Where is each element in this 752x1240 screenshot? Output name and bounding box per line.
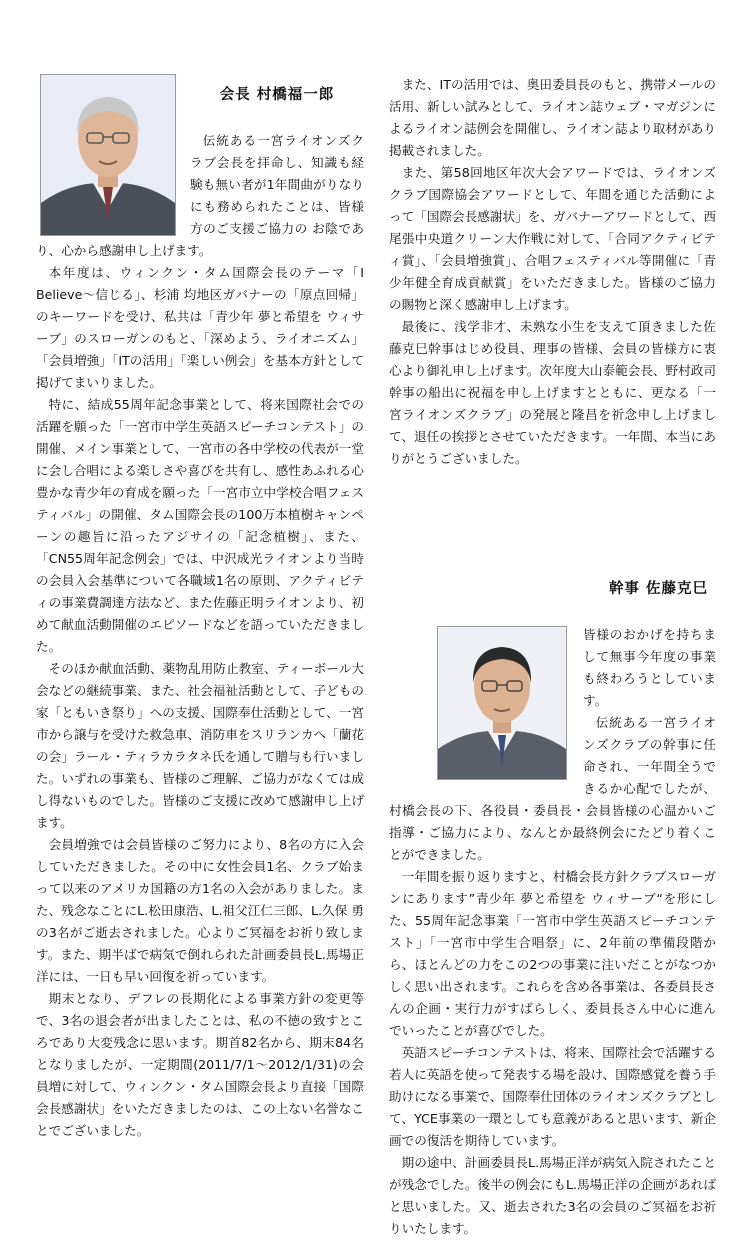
president-portrait-photo (40, 74, 176, 236)
paragraph: そのほか献血活動、薬物乱用防止教室、ティーボール大会などの継続事業、また、社会福祉活動として、子どもの家「ともいき祭り」への支援、国際奉仕活動として、一宮市から譲与を受けた救急車、消防車をスリランカへ「蘭花の会」ラール・ティラカラタネ氏を通して贈与も行いました。いずれの事業も、皆様のご理解、ご協力がなくては成し得ないものでした。皆様のご支援に改めて感謝申し上げます。 (36, 661, 364, 830)
paragraph: 特に、結成55周年記念事業として、将来国際社会での活躍を願った「一宮市中学生英語スピーチコンテスト」の開催、メイン事業として、一宮市の各中学校の代表が一堂に会し合唱による楽しさや喜びを共有し、感性あふれる心豊かな青少年の育成を願った「一宮市立中学校合唱フェスティバル」の開催、タム国際会長の100万本植樹キャンペーンの趣旨に沿ったアジサイの「記念植樹」、また、「CN55周年記念例会」では、中沢成光ライオンより当時の会員入会基準について各職域1名の原則、アクティビティの事業費調達方法など、また佐藤正明ライオンより、初めて献血活動開催のエピソードなどを語っていただきました。 (36, 397, 364, 654)
paragraph: 期末となり、デフレの長期化による事業方針の変更等で、3名の退会者が出ましたことは、私の不徳の致すところであり大変残念に思います。期首82名から、期末84名となりましたが、一定期間(2011/7/1～2012/1/31)の会員増に対して、ウィンクン・タム国際会長より直接「国際会長感謝状」をいただきましたのは、この上ない名誉なことでございました。 (36, 991, 364, 1138)
paragraph: また、第58回地区年次大会アワードでは、ライオンズクラブ国際協会アワードとして、年間を通じた活動によって「国際会長感謝状」を、ガバナーアワードとして、西尾張中央道クリーン大作戦に対して、「合同アクティビティ賞」、「会員増強賞」、合唱フェスティバル等開催に「青少年健全育成貢献賞」をいただきました。皆様のご協力の賜物と深く感謝申し上げます。 (389, 165, 716, 312)
paragraph: 伝統ある一宮ライオンズクラブ会長を拝命し、知識も経験も無い者が1年間曲がりなりにも務められたことは、皆様方のご支援ご協力の お陰であり、心から感謝申し上げます。 (36, 133, 364, 258)
paragraph: 本年度は、ウィンクン・タム国際会長のテーマ「I Believe～信じる」、杉浦 均地区ガバナーの「原点回帰」のキーワードを受け、私共は「青少年 夢と希望を ウィサーブ」のスローガンのもと、「深めよう、ライオニズム」「会員増強」「ITの活用」「楽しい例会」を基本方針として掲げてまいりました。 (36, 265, 364, 390)
paragraph: 期の途中、計画委員長L.馬場正洋が病気入院されたことが残念でした。後半の例会にもL.馬場正洋の企画があればと思いました。又、逝去された3名の会員のご冥福をお祈りいたします。 (389, 1155, 716, 1236)
president-title: 会長 村橋福一郎 (219, 86, 335, 103)
paragraph: 英語スピーチコンテストは、将来、国際社会で活躍する若人に英語を使って発表する場を設け、国際感覚を養う手助けになる事業で、国際奉仕団体のライオンズクラブとして、YCE事業の一環としても意義があると思います、新企画での復活を期待しています。 (389, 1045, 716, 1148)
portrait-icon (438, 627, 566, 779)
portrait-icon (41, 75, 175, 235)
paragraph: 最後に、浅学非才、未熟な小生を支えて頂きました佐藤克巳幹事はじめ役員、理事の皆様、会員の皆様方に衷心より御礼申し上げます。次年度大山泰範会長、野村政司幹事の船出に祝福を申し上げますとともに、更なる「一宮ライオンズクラブ」の発展と隆昌を祈念申し上げまして、退任の挨拶とさせていただきます。一年間、本当にありがとうございました。 (389, 319, 716, 466)
secretary-portrait-photo (437, 626, 567, 780)
left-column (36, 74, 364, 1142)
paragraph: また、ITの活用では、奥田委員長のもと、携帯メールの活用、新しい試みとして、ライオン誌ウェブ・マガジンによるライオン誌例会を開催し、ライオン誌より取材があり掲載されました。 (389, 77, 716, 158)
paragraph: 伝統ある一宮ライオンズクラブの幹事に任命され、一年間全うできるか心配でしたが、村橋会長の下、各役員・委員長・会員皆様の心温かいご指導・ご協力により、なんとか最終例会にたどり着くことができました。 (389, 715, 716, 862)
spacer (389, 470, 716, 570)
secretary-title: 幹事 佐藤克巳 (608, 580, 708, 597)
right-column (389, 74, 716, 1240)
paragraph: 皆様のおかげを持ちまして無事今年度の事業も終わろうとしています。 (583, 627, 716, 708)
paragraph: 会員増強では会員皆様のご努力により、8名の方に入会していただきました。その中に女性会員1名、クラブ始まって以来のアメリカ国籍の方1名の入会がありました。また、残念なことにL.松田康浩、L.祖父江仁三郎、L.久保 勇の3名がご逝去されました。心よりご冥福をお祈り致します。また、期半ばで病気で倒れられた計画委員長L.馬場正洋には、一日も早い回復を祈っています。 (36, 837, 364, 984)
paragraph: 一年間を振り返りますと、村橋会長方針クラブスローガンにあります”青少年 夢と希望を ウィサーブ“を形にした、55周年記念事業「一宮市中学生英語スピーチコンテスト」「一宮市中学生合唱祭」に、2年前の準備段階から、ほとんどの力をこの2つの事業に注いだことがなつかしく思い出されます。これらを含め各事業は、各委員長さんの企画・実行力がすばらしく、委員長さん中心に進んでいったことが喜びでした。 (389, 869, 716, 1038)
